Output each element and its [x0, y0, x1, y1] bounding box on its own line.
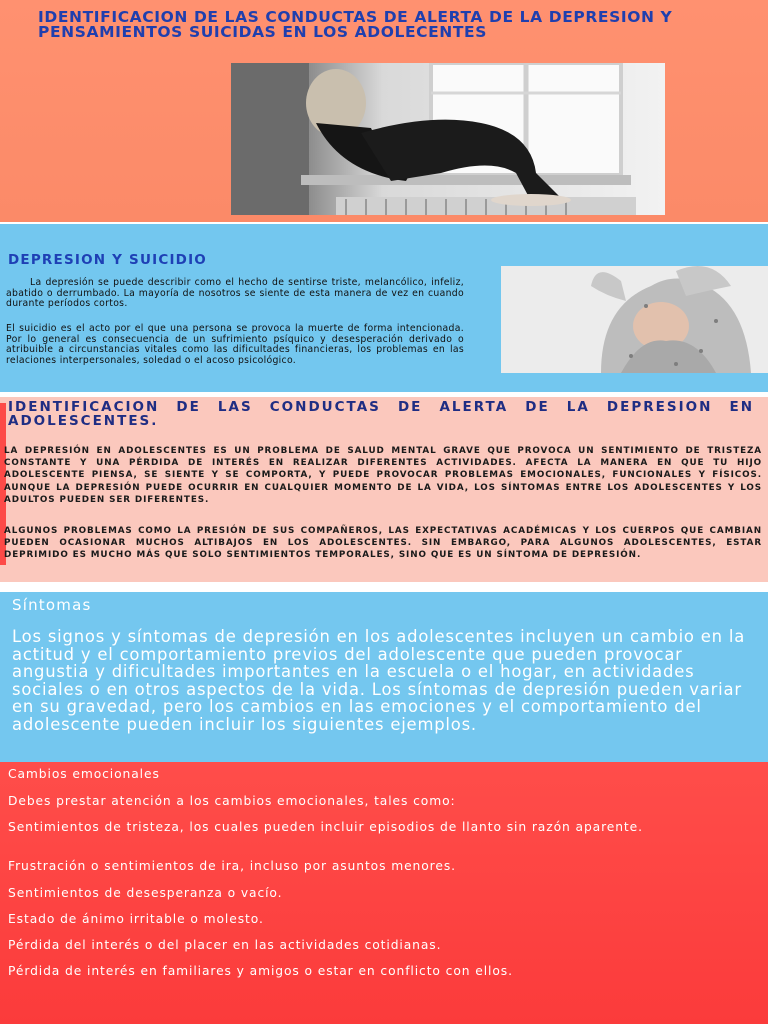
section-heading-identificacion: IDENTIFICACION DE LAS CONDUCTAS DE ALERTA DE LA DEPRESION EN ADOLESCENTES. — [8, 399, 754, 429]
cambios-intro: Debes prestar atención a los cambios emocionales, tales como: — [8, 794, 456, 808]
list-item: Pérdida del interés o del placer en las actividades cotidianas. — [8, 938, 442, 952]
list-item: Frustración o sentimientos de ira, incluso por asuntos menores. — [8, 859, 456, 873]
sintomas-paragraph: Los signos y síntomas de depresión en los adolescentes incluyen un cambio en la actitud y el comportamiento previos del adolescente que pueden provocar angustia y dificultades importantes en la escuela o el hogar, en actividades sociales o en otros aspectos de la vida. Los síntomas de depresión pueden variar en su gravedad, pero los cambios en las emociones y el comportamiento del adolescente pueden incluir los siguientes ejemplos. — [12, 627, 746, 734]
list-item: Sentimientos de desesperanza o vacío. — [8, 886, 283, 900]
section-heading-cambios: Cambios emocionales — [8, 767, 160, 781]
sintomas-section — [0, 588, 768, 762]
photo-illustration — [231, 63, 665, 215]
list-item: Estado de ánimo irritable o molesto. — [8, 912, 264, 926]
identificacion-paragraph-1: LA DEPRESIÓN EN ADOLESCENTES ES UN PROBLEMA DE SALUD MENTAL GRAVE QUE PROVOCA UN SENTIMIENTO DE TRISTEZA CONSTANTE Y UNA PÉRDIDA DE INTERÉS EN REALIZAR DIFERENTES ACTIVIDADES. AFECTA LA MANERA EN QUE TU HIJO ADOLESCENTE PIENSA, SE SIENTE Y SE COMPORTA, Y PUEDE PROVOCAR PROBLEMAS EMOCIONALES, FUNCIONALES Y FÍSICOS. AUNQUE LA DEPRESIÓN PUEDE OCURRIR EN CUALQUIER MOMENTO DE LA VIDA, LOS SÍNTOMAS ENTRE LOS ADOLESCENTES Y LOS ADULTOS PUEDEN SER DIFERENTES. — [4, 446, 762, 505]
suicidio-paragraph: El suicidio es el acto por el que una persona se provoca la muerte de forma intencionada. Por lo general es consecuencia de un sufrimiento psíquico y desesperación derivado o atribuible a circunstancias vitales como las dificultades financieras, los problemas en las relaciones interpersonales, soledad o el acoso psicológico. — [6, 323, 464, 366]
list-item: Pérdida de interés en familiares y amigos o estar en conflicto con ellos. — [8, 964, 513, 978]
depresion-paragraph: La depresión se puede describir como el hecho de sentirse triste, melancólico, infeliz, abatido o derrumbado. La mayoría de nosotros se siente de esta manera de vez en cuando durante períodos cortos. — [6, 277, 464, 309]
identificacion-paragraph-2: ALGUNOS PROBLEMAS COMO LA PRESIÓN DE SUS COMPAÑEROS, LAS EXPECTATIVAS ACADÉMICAS Y LOS CUERPOS QUE CAMBIAN PUEDEN OCASIONAR MUCHOS ALTIBAJOS EN LOS ADOLESCENTES. SIN EMBARGO, PARA ALGUNOS ADOLESCENTES, ESTAR DEPRIMIDO ES MUCHO MÁS QUE SOLO SENTIMIENTOS TEMPORALES, SINO QUE ES UN SÍNTOMA DE DEPRESIÓN. — [4, 526, 762, 561]
page-title: IDENTIFICACION DE LAS CONDUCTAS DE ALERTA DE LA DEPRESION Y PENSAMIENTOS SUICIDAS EN LOS ADOLECENTES — [38, 8, 673, 41]
identificacion-section — [0, 395, 768, 582]
header-section — [0, 0, 768, 222]
cambios-section — [0, 762, 768, 1024]
sad-teen-window-photo — [231, 63, 665, 215]
list-item: Sentimientos de tristeza, los cuales pueden incluir episodios de llanto sin razón aparente. — [8, 820, 643, 834]
depresion-suicidio-section — [0, 222, 768, 392]
photo-illustration-2 — [501, 266, 768, 373]
section-heading-depresion: DEPRESION Y SUICIDIO — [8, 252, 207, 268]
hooded-child-photo — [501, 266, 768, 373]
section-heading-sintomas: Síntomas — [12, 596, 92, 614]
